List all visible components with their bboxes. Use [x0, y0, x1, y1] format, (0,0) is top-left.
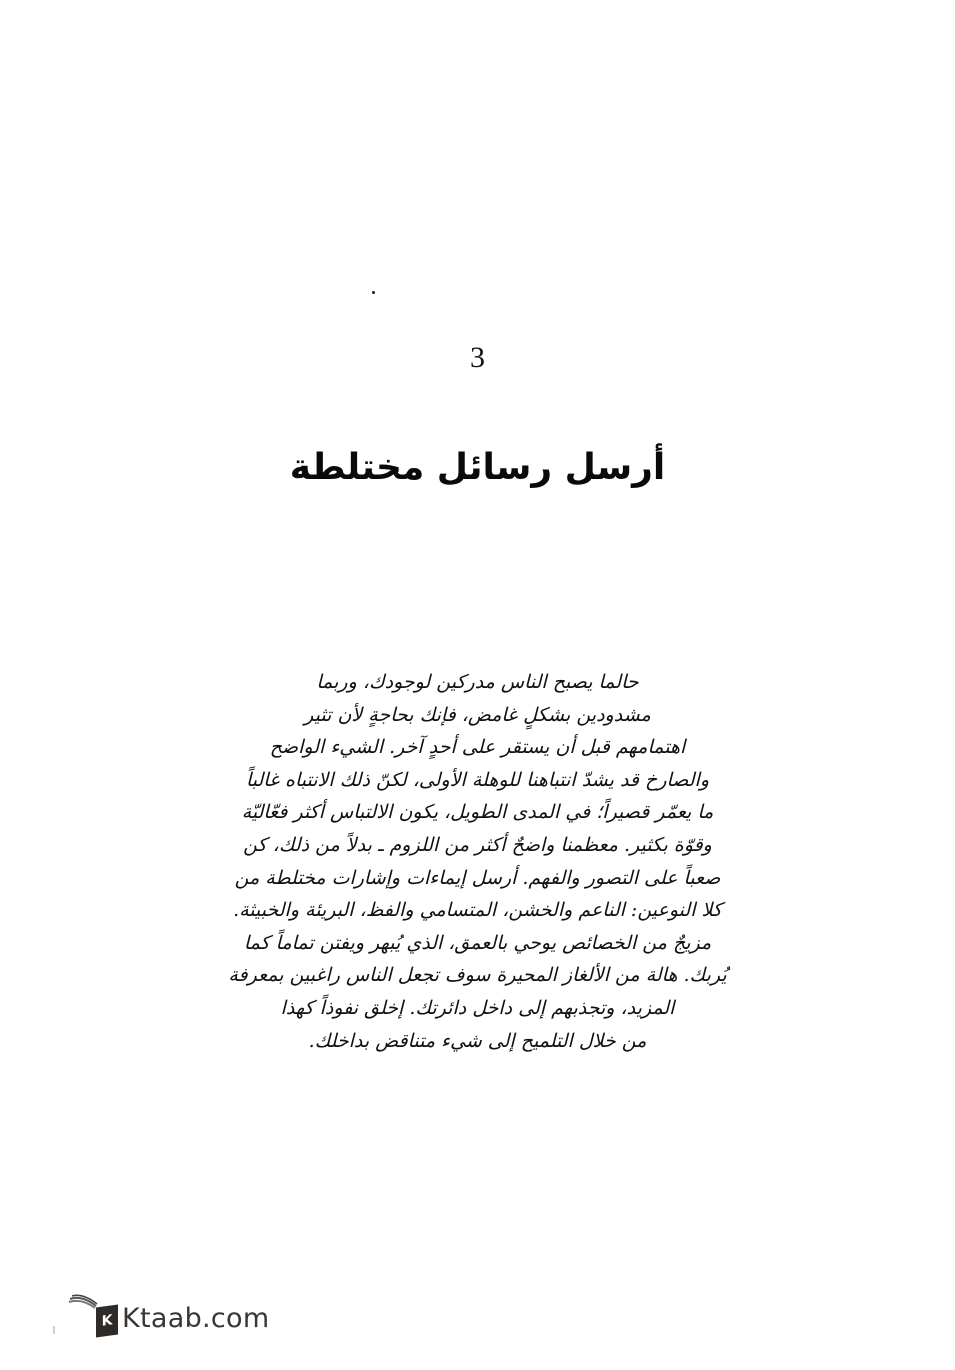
margin-tick	[53, 1326, 55, 1334]
chapter-title: أرسل رسائل مختلطة	[289, 447, 666, 488]
body-line: اهتمامهم قبل أن يستقر على أحدٍ آخر. الشيء الواضح	[269, 736, 686, 759]
logo-letter: K	[101, 1312, 113, 1330]
chapter-body	[200, 666, 755, 1057]
body-line: ما يعمّر قصيراً؛ في المدى الطويل، يكون الالتباس أكثر فعّاليّة	[241, 801, 714, 824]
book-pages-icon	[68, 1294, 98, 1310]
ktaab-logo	[62, 1290, 269, 1346]
body-line: والصارخ قد يشدّ انتباهنا للوهلة الأولى، لكنّ ذلك الانتباه غالباً	[245, 768, 710, 791]
body-line: من خلال التلميح إلى شيء متناقض بداخلك.	[308, 1029, 647, 1052]
body-line: صعباً على التصور والفهم. أرسل إيماءات وإشارات مختلطة من	[234, 866, 721, 889]
stray-dot	[372, 291, 375, 294]
body-line: المزيد، وتجذبهم إلى داخل دائرتك. إخلق نفوذاً كهذا	[280, 996, 675, 1019]
open-book-icon	[62, 1290, 120, 1346]
body-line: مشدودين بشكلٍ غامض، فإنك بحاجةٍ لأن تثير	[304, 703, 651, 726]
body-line: وقوّة بكثير. معظمنا واضحٌ أكثر من اللزوم ـ بدلاً من ذلك، كن	[243, 833, 712, 856]
chapter-number: 3	[470, 341, 485, 374]
book-cover	[96, 1304, 118, 1337]
body-line: يُربك. هالة من الألغاز المحيرة سوف تجعل الناس راغبين بمعرفة	[228, 964, 727, 987]
body-line: مزيجٌ من الخصائص يوحي بالعمق، الذي يُبهر ويفتن تماماً كما	[243, 931, 712, 954]
body-line: كلا النوعين: الناعم والخشن، المتسامي والفظ، البريئة والخبيثة.	[233, 899, 722, 922]
body-line: حالما يصبح الناس مدركين لوجودك، وربما	[316, 671, 639, 693]
logo-text: Ktaab.com	[122, 1302, 270, 1334]
